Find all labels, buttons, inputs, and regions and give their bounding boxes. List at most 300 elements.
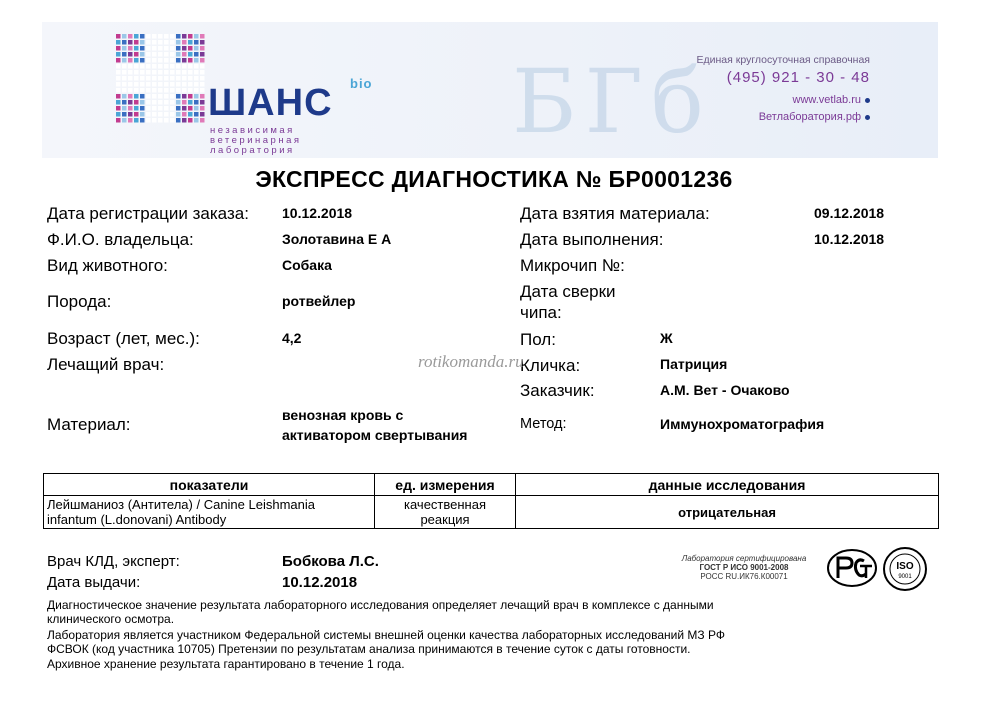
mosaic-tile (146, 100, 151, 105)
mosaic-tile (176, 34, 181, 39)
issue-date-label: Дата выдачи: (47, 574, 141, 591)
mosaic-tile (116, 100, 121, 105)
mosaic-tile (182, 118, 187, 123)
mosaic-tile (146, 46, 151, 51)
watermark: rotikomanda.ru (418, 352, 524, 371)
mosaic-tile (128, 58, 133, 63)
mosaic-tile (140, 40, 145, 45)
mosaic-tile (194, 64, 199, 69)
mosaic-tile (176, 118, 181, 123)
mosaic-tile (122, 82, 127, 87)
mosaic-tile (116, 58, 121, 63)
mosaic-tile (116, 40, 121, 45)
mosaic-tile (194, 118, 199, 123)
contact-block (670, 54, 870, 123)
mosaic-tile (152, 100, 157, 105)
mosaic-tile (122, 106, 127, 111)
brand-name: ШАНС bio (208, 76, 373, 124)
mosaic-tile (176, 94, 181, 99)
chip-check-label-line1: Дата сверки (520, 282, 616, 301)
species-label: Вид животного: (47, 256, 168, 275)
iso-number: 9001 (898, 574, 912, 580)
mosaic-tile (134, 34, 139, 39)
mosaic-tile (188, 76, 193, 81)
mosaic-tile (134, 64, 139, 69)
mosaic-tile (170, 70, 175, 75)
mosaic-tile (170, 64, 175, 69)
mosaic-tile (134, 52, 139, 57)
mosaic-tile (128, 100, 133, 105)
mosaic-tile (158, 112, 163, 117)
mosaic-tile (200, 34, 205, 39)
mosaic-tile (128, 82, 133, 87)
mosaic-tile (128, 94, 133, 99)
mosaic-tile (188, 34, 193, 39)
mosaic-tile (134, 112, 139, 117)
unit-line: реакция (420, 512, 470, 527)
mosaic-tile (182, 52, 187, 57)
expert-label: Врач КЛД, эксперт: (47, 553, 180, 570)
nickname-label: Кличка: (520, 356, 581, 375)
mosaic-tile (128, 76, 133, 81)
mosaic-tile (146, 94, 151, 99)
mosaic-tile (176, 64, 181, 69)
mosaic-tile (182, 64, 187, 69)
mosaic-tile (152, 112, 157, 117)
mosaic-tile (122, 64, 127, 69)
expert-value: Бобкова Л.С. (282, 553, 379, 570)
mosaic-tile (170, 52, 175, 57)
mosaic-tile (194, 112, 199, 117)
mosaic-tile (182, 112, 187, 117)
mosaic-tile (146, 70, 151, 75)
mosaic-tile (134, 58, 139, 63)
mosaic-tile (134, 88, 139, 93)
brand-sup: bio (350, 76, 373, 91)
mosaic-tile (158, 64, 163, 69)
mosaic-tile (116, 88, 121, 93)
mosaic-tile (164, 76, 169, 81)
mosaic-tile (182, 94, 187, 99)
column-header: ед. измерения (375, 474, 516, 496)
sex-label: Пол: (520, 330, 556, 349)
certification-text (664, 554, 824, 581)
mosaic-tile (194, 34, 199, 39)
table-row (44, 496, 939, 529)
chip-check-label-line2: чипа: (520, 303, 562, 322)
mosaic-tile (158, 52, 163, 57)
mosaic-tile (200, 94, 205, 99)
mosaic-tile (128, 118, 133, 123)
sex-value: Ж (660, 330, 673, 346)
mosaic-tile (140, 88, 145, 93)
mosaic-tile (164, 106, 169, 111)
mosaic-tile (122, 34, 127, 39)
mosaic-tile (200, 82, 205, 87)
mosaic-tile (134, 40, 139, 45)
brand-tagline (210, 126, 302, 156)
mosaic-tile (116, 70, 121, 75)
mosaic-tile (188, 64, 193, 69)
mosaic-tile (122, 52, 127, 57)
mosaic-tile (176, 100, 181, 105)
mosaic-tile (200, 106, 205, 111)
method-value: Иммунохроматография (660, 416, 825, 432)
mosaic-tile (122, 76, 127, 81)
mosaic-tile (134, 82, 139, 87)
mosaic-tile (194, 46, 199, 51)
mosaic-tile (200, 118, 205, 123)
owner-value: Золотавина Е А (282, 231, 392, 247)
mosaic-tile (128, 88, 133, 93)
mosaic-tile (200, 46, 205, 51)
mosaic-tile (122, 94, 127, 99)
mosaic-tile (170, 106, 175, 111)
cert-line: Лаборатория сертифицирована (681, 554, 807, 563)
column-header: показатели (44, 474, 375, 496)
reg-date-label: Дата регистрации заказа: (47, 204, 249, 223)
mosaic-tile (116, 118, 121, 123)
cert-line: РОСС RU.ИК76.К00071 (700, 572, 788, 581)
mosaic-tile (116, 82, 121, 87)
mosaic-tile (164, 46, 169, 51)
mosaic-tile (122, 70, 127, 75)
mosaic-tile (170, 76, 175, 81)
mosaic-tile (116, 34, 121, 39)
mosaic-tile (140, 112, 145, 117)
mosaic-tile (152, 64, 157, 69)
rst-mark-icon (826, 548, 878, 588)
customer-value: А.М. Вет - Очаково (660, 382, 790, 398)
mosaic-tile (164, 58, 169, 63)
mosaic-tile (128, 106, 133, 111)
doctor-label: Лечащий врач: (47, 355, 165, 374)
mosaic-tile (170, 94, 175, 99)
mosaic-tile (122, 112, 127, 117)
reg-date-value: 10.12.2018 (282, 205, 353, 221)
site-link[interactable]: www.vetlab.ru (792, 94, 861, 106)
mosaic-tile (140, 82, 145, 87)
mosaic-tile (200, 52, 205, 57)
tagline-line: лаборатория (210, 145, 295, 156)
mosaic-tile (182, 40, 187, 45)
sample-date-value: 09.12.2018 (814, 205, 885, 221)
mosaic-tile (140, 100, 145, 105)
result-cell: отрицательная (516, 496, 939, 529)
mosaic-tile (188, 106, 193, 111)
unit-cell (375, 496, 516, 529)
mosaic-tile (182, 82, 187, 87)
done-date-label: Дата выполнения: (520, 230, 664, 249)
nickname-value: Патриция (660, 356, 728, 372)
mosaic-tile (128, 70, 133, 75)
mosaic-tile (176, 46, 181, 51)
mosaic-tile (182, 88, 187, 93)
mosaic-tile (164, 100, 169, 105)
mosaic-tile (158, 100, 163, 105)
mosaic-tile (170, 100, 175, 105)
mosaic-tile (188, 100, 193, 105)
mosaic-tile (182, 34, 187, 39)
mosaic-tile (200, 58, 205, 63)
age-value: 4,2 (282, 330, 302, 346)
mosaic-tile (152, 58, 157, 63)
mosaic-tile (134, 70, 139, 75)
mosaic-tile (152, 52, 157, 57)
mosaic-tile (188, 82, 193, 87)
material-label: Материал: (47, 415, 131, 434)
mosaic-tile (152, 88, 157, 93)
mosaic-tile (188, 70, 193, 75)
mosaic-tile (158, 118, 163, 123)
mosaic-tile (146, 112, 151, 117)
mosaic-tile (122, 58, 127, 63)
mosaic-tile (140, 64, 145, 69)
mosaic-tile (176, 76, 181, 81)
mosaic-tile (128, 40, 133, 45)
mosaic-tile (152, 118, 157, 123)
mosaic-tile (146, 106, 151, 111)
contact-site-row (670, 94, 870, 106)
tagline-line: независимая (210, 125, 295, 136)
mosaic-tile (134, 94, 139, 99)
mosaic-tile (140, 94, 145, 99)
mosaic-tile (164, 40, 169, 45)
mosaic-tile (188, 58, 193, 63)
mosaic-tile (122, 46, 127, 51)
mosaic-tile (116, 46, 121, 51)
mosaic-tile (122, 40, 127, 45)
mosaic-tile (170, 112, 175, 117)
mosaic-tile (146, 64, 151, 69)
mosaic-tile (182, 100, 187, 105)
document-title: ЭКСПРЕСС ДИАГНОСТИКА № БР0001236 (255, 166, 733, 192)
mosaic-tile (182, 70, 187, 75)
mosaic-tile (122, 118, 127, 123)
mosaic-tile (116, 112, 121, 117)
iso-label: ISO (896, 561, 914, 572)
material-value-line1: венозная кровь с (282, 407, 404, 423)
mosaic-tile (194, 94, 199, 99)
mosaic-tile (188, 46, 193, 51)
mosaic-tile (158, 94, 163, 99)
mosaic-tile (188, 118, 193, 123)
issue-date-value: 10.12.2018 (282, 574, 358, 591)
mosaic-tile (128, 46, 133, 51)
chip-label: Микрочип №: (520, 256, 625, 275)
mosaic-tile (128, 34, 133, 39)
mosaic-tile (170, 58, 175, 63)
mosaic-tile (176, 52, 181, 57)
mosaic-tile (170, 118, 175, 123)
note-line: Лаборатория является участником Федеральной системы внешней оценки качества лабораторных исследований МЗ РФ (47, 628, 725, 642)
decor-letters: БГб (512, 50, 712, 153)
mosaic-tile (134, 100, 139, 105)
mosaic-tile (194, 100, 199, 105)
mosaic-tile (122, 88, 127, 93)
mosaic-tile (188, 94, 193, 99)
mosaic-tile (158, 82, 163, 87)
mosaic-tile (182, 76, 187, 81)
mosaic-tile (200, 112, 205, 117)
mosaic-tile (188, 88, 193, 93)
mosaic-tile (164, 34, 169, 39)
mosaic-tile (152, 94, 157, 99)
mosaic-tile (194, 70, 199, 75)
mosaic-tile (194, 76, 199, 81)
mosaic-tile (116, 52, 121, 57)
mosaic-tile (176, 88, 181, 93)
contact-title: Единая круглосуточная справочная (696, 54, 870, 66)
mosaic-tile (176, 82, 181, 87)
mosaic-tile (134, 46, 139, 51)
mosaic-tile (188, 40, 193, 45)
note-line: Диагностическое значение результата лабораторного исследования определяет лечащий врач в комплексе с данными (47, 598, 714, 612)
mosaic-tile (152, 106, 157, 111)
mosaic-tile (164, 94, 169, 99)
unit-line: качественная (404, 497, 486, 512)
mosaic-tile (146, 58, 151, 63)
mosaic-tile (200, 76, 205, 81)
mosaic-tile (146, 88, 151, 93)
mosaic-tile (176, 40, 181, 45)
note-line: ФСВОК (код участника 10705) Претензии по результатам анализа принимаются в течение суток с даты готовности. (47, 642, 691, 656)
note-line: Архивное хранение результата гарантировано в течение 1 года. (47, 657, 405, 671)
mosaic-tile (200, 40, 205, 45)
mosaic-tile (152, 34, 157, 39)
material-value-line2: активатором свертывания (282, 427, 468, 443)
mosaic-tile (140, 76, 145, 81)
breed-label: Порода: (47, 292, 112, 311)
mosaic-tile (116, 94, 121, 99)
indicator-line: Лейшманиоз (Антитела) / Canine Leishmania (47, 497, 315, 512)
mosaic-tile (116, 76, 121, 81)
mosaic-tile (140, 106, 145, 111)
mosaic-tile (140, 118, 145, 123)
mosaic-tile (146, 40, 151, 45)
mosaic-tile (200, 88, 205, 93)
mosaic-tile (164, 88, 169, 93)
mosaic-tile (188, 52, 193, 57)
mosaic-tile (158, 106, 163, 111)
mosaic-tile (158, 40, 163, 45)
mosaic-tile (170, 34, 175, 39)
mosaic-tile (182, 46, 187, 51)
bullet-icon (865, 115, 870, 120)
contact-site-row (670, 111, 870, 123)
done-date-value: 10.12.2018 (814, 231, 885, 247)
mosaic-tile (152, 82, 157, 87)
cert-line: ГОСТ Р ИСО 9001-2008 (699, 563, 789, 572)
logo-mosaic-icon (116, 34, 206, 124)
column-header: данные исследования (516, 474, 939, 496)
header-banner (42, 22, 938, 158)
mosaic-tile (116, 106, 121, 111)
mosaic-tile (134, 118, 139, 123)
contact-phone: (495) 921 - 30 - 48 (726, 69, 870, 86)
mosaic-tile (164, 70, 169, 75)
sample-date-label: Дата взятия материала: (520, 204, 710, 223)
mosaic-tile (146, 76, 151, 81)
mosaic-tile (194, 88, 199, 93)
mosaic-tile (170, 46, 175, 51)
age-label: Возраст (лет, мес.): (47, 329, 200, 348)
mosaic-tile (152, 76, 157, 81)
mosaic-tile (200, 70, 205, 75)
note-line: клинического осмотра. (47, 612, 175, 626)
mosaic-tile (152, 46, 157, 51)
mosaic-tile (182, 106, 187, 111)
mosaic-tile (158, 70, 163, 75)
customer-label: Заказчик: (520, 381, 595, 400)
mosaic-tile (170, 40, 175, 45)
table-header-row (44, 474, 939, 496)
mosaic-tile (164, 82, 169, 87)
mosaic-tile (146, 52, 151, 57)
mosaic-tile (164, 52, 169, 57)
mosaic-tile (170, 88, 175, 93)
owner-label: Ф.И.О. владельца: (47, 230, 194, 249)
mosaic-tile (194, 82, 199, 87)
mosaic-tile (194, 106, 199, 111)
tagline-line: ветеринарная (210, 135, 302, 146)
mosaic-tile (146, 118, 151, 123)
mosaic-tile (140, 70, 145, 75)
mosaic-tile (176, 112, 181, 117)
mosaic-tile (176, 70, 181, 75)
mosaic-tile (152, 40, 157, 45)
mosaic-tile (128, 64, 133, 69)
mosaic-tile (140, 58, 145, 63)
mosaic-tile (194, 58, 199, 63)
mosaic-tile (176, 58, 181, 63)
mosaic-tile (140, 34, 145, 39)
mosaic-tile (128, 52, 133, 57)
mosaic-tile (194, 52, 199, 57)
bullet-icon (865, 98, 870, 103)
mosaic-tile (170, 82, 175, 87)
mosaic-tile (200, 64, 205, 69)
site-link[interactable]: Ветлаборатория.рф (758, 111, 861, 123)
mosaic-tile (152, 70, 157, 75)
mosaic-tile (122, 100, 127, 105)
mosaic-tile (158, 58, 163, 63)
mosaic-tile (116, 64, 121, 69)
mosaic-tile (134, 106, 139, 111)
mosaic-tile (146, 34, 151, 39)
mosaic-tile (134, 76, 139, 81)
mosaic-tile (140, 52, 145, 57)
iso-seal-icon (882, 546, 928, 592)
mosaic-tile (164, 64, 169, 69)
mosaic-tile (194, 40, 199, 45)
mosaic-tile (158, 88, 163, 93)
mosaic-tile (188, 112, 193, 117)
mosaic-tile (158, 46, 163, 51)
mosaic-tile (158, 76, 163, 81)
indicator-line: infantum (L.donovani) Antibody (47, 512, 227, 527)
mosaic-tile (176, 106, 181, 111)
results-table (43, 473, 939, 529)
mosaic-tile (164, 112, 169, 117)
indicator-cell (44, 496, 375, 529)
breed-value: ротвейлер (282, 293, 356, 309)
mosaic-tile (140, 46, 145, 51)
method-label: Метод: (520, 416, 567, 432)
mosaic-tile (158, 34, 163, 39)
mosaic-tile (164, 118, 169, 123)
mosaic-tile (182, 58, 187, 63)
